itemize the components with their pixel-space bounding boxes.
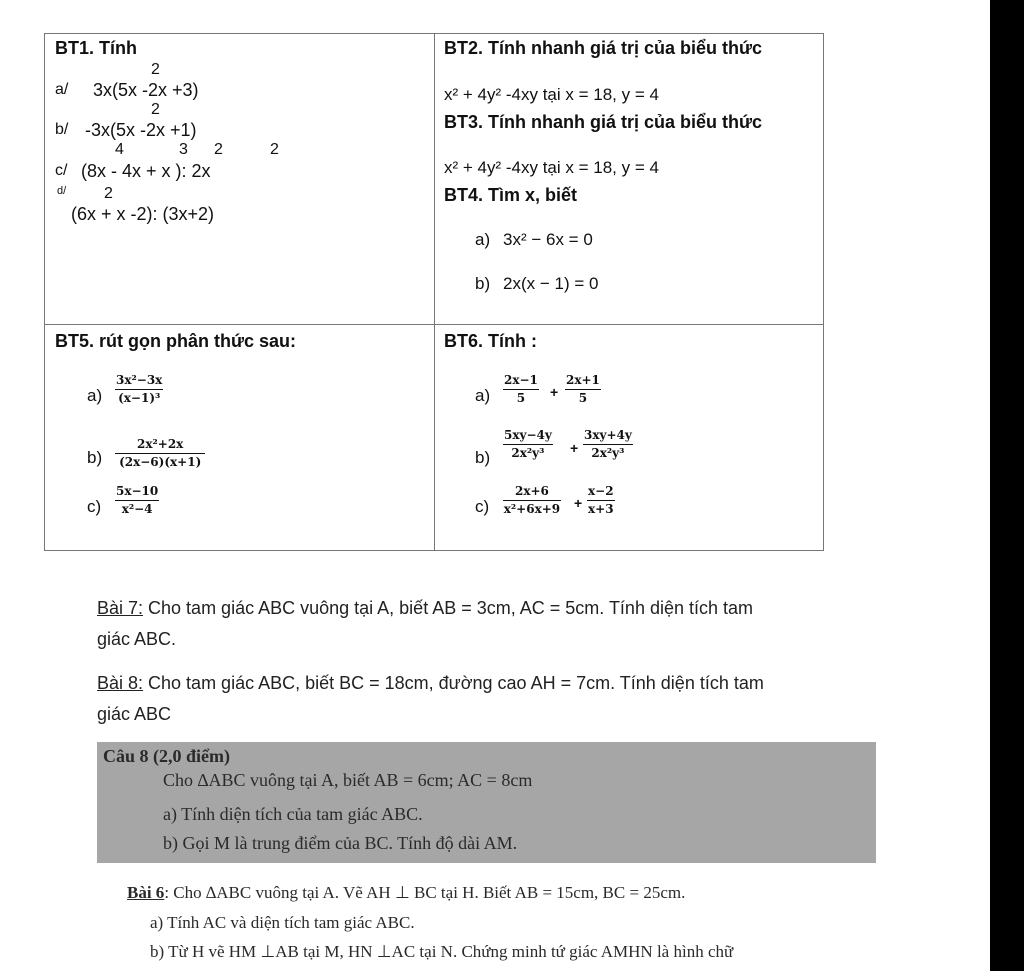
bt2-expression: x² + 4y² -4xy tại x = 18, y = 4 <box>444 85 659 104</box>
bt1-b-exponent: 2 <box>151 101 160 118</box>
bt6-c-numerator-1: 2x+6 <box>503 485 561 501</box>
cau8-line2: a) Tính diện tích của tam giác ABC. <box>163 804 423 824</box>
bai7-paragraph <box>97 593 887 655</box>
bai7-label: Bài 7: <box>97 598 144 618</box>
bt1-a-expression: 3x(5x -2x +3) <box>93 80 199 100</box>
bt6-c-fraction-1 <box>503 485 561 515</box>
bt5-a-numerator: 3x²−3x <box>115 374 163 390</box>
bt1-c-label: c/ <box>55 162 68 179</box>
bt6-a-denominator-1: 5 <box>516 390 526 405</box>
bt1-c-exponent-2: 3 <box>179 141 188 158</box>
cau8-line1: Cho ∆ABC vuông tại A, biết AB = 6cm; AC = 8cm <box>163 770 533 790</box>
bt6-a-denominator-2: 5 <box>578 390 588 405</box>
bt5-a-denominator: (x−1)³ <box>118 390 161 405</box>
bt4-a-expression: 3x² − 6x = 0 <box>503 230 593 249</box>
bt6-a-numerator-1: 2x−1 <box>503 374 539 390</box>
exercise-table <box>44 33 824 551</box>
bt5-c-fraction <box>115 485 159 515</box>
bt2-title: BT2. Tính nhanh giá trị của biểu thức <box>444 38 763 58</box>
bt6-c-denominator-2: x+3 <box>588 501 614 516</box>
table-divider-horizontal <box>45 324 823 325</box>
bt1-b-label: b/ <box>55 121 69 138</box>
bai8-line2: giác ABC <box>97 704 172 724</box>
bai8-paragraph <box>97 668 887 730</box>
table-divider-vertical <box>434 34 435 550</box>
bt4-title: BT4. Tìm x, biết <box>444 185 578 205</box>
bt1-c-exponent-1: 4 <box>115 141 124 158</box>
bt6-c-label: c) <box>475 497 490 516</box>
bt6-a-label: a) <box>475 386 491 405</box>
bt1-a-label: a/ <box>55 81 69 98</box>
bt6-a-operator: + <box>550 384 559 400</box>
bt6-b-denominator-1: 2x²y³ <box>511 445 545 460</box>
bai7-line1: Cho tam giác ABC vuông tại A, biết AB = 3cm, AC = 5cm. Tính diện tích tam <box>143 598 754 618</box>
bt5-a-label: a) <box>87 386 103 405</box>
bt5-b-numerator: 2x²+2x <box>115 438 205 454</box>
bt6-b-numerator-2: 3xy+4y <box>583 429 633 445</box>
bt1-d-exponent: 2 <box>104 185 113 202</box>
bai8-line1: Cho tam giác ABC, biết BC = 18cm, đường cao AH = 7cm. Tính diện tích tam <box>143 673 764 693</box>
bai6-line3: b) Từ H vẽ HM ⊥AB tại M, HN ⊥AC tại N. Chứng minh tứ giác AMHN là hình chữ <box>150 942 734 961</box>
bt5-b-denominator: (2x−6)(x+1) <box>119 454 202 469</box>
bt5-b-fraction <box>115 438 205 468</box>
bai6-line2: a) Tính AC và diện tích tam giác ABC. <box>150 913 415 932</box>
bt1-c-exponent-3: 2 <box>214 141 223 158</box>
bt5-c-label: c) <box>87 497 102 516</box>
bt1-d-expression: (6x + x -2): (3x+2) <box>71 204 215 224</box>
bt6-b-fraction-2 <box>583 429 633 459</box>
bai6-line1-row <box>127 883 685 903</box>
bt6-a-numerator-2: 2x+1 <box>565 374 601 390</box>
bt1-a-exponent: 2 <box>151 61 160 78</box>
bt6-b-label: b) <box>475 448 491 467</box>
bai7-line2: giác ABC. <box>97 629 177 649</box>
bt5-b-label: b) <box>87 448 103 467</box>
bt6-a-fraction-1 <box>503 374 539 404</box>
bt6-b-operator: + <box>570 440 579 456</box>
bt1-b-expression: -3x(5x -2x +1) <box>85 120 197 140</box>
bt3-expression: x² + 4y² -4xy tại x = 18, y = 4 <box>444 158 659 177</box>
bt6-title: BT6. Tính : <box>444 331 537 351</box>
bt1-c-exponent-4: 2 <box>270 141 279 158</box>
bt5-title: BT5. rút gọn phân thức sau: <box>55 331 297 351</box>
bt6-c-fraction-2 <box>587 485 615 515</box>
bt6-b-numerator-1: 5xy−4y <box>503 429 553 445</box>
bt3-title: BT3. Tính nhanh giá trị của biểu thức <box>444 112 763 132</box>
bt4-a-label: a) <box>475 230 491 249</box>
bt6-c-denominator-1: x²+6x+9 <box>503 501 561 516</box>
bt5-c-denominator: x²−4 <box>121 501 153 516</box>
bt5-c-numerator: 5x−10 <box>115 485 159 501</box>
bt1-title: BT1. Tính <box>55 38 137 58</box>
bt6-a-fraction-2 <box>565 374 601 404</box>
cau8-line3: b) Gọi M là trung điểm của BC. Tính độ dài AM. <box>163 833 518 853</box>
cau8-scanned-box <box>97 742 876 863</box>
bai6-label: Bài 6 <box>127 883 165 902</box>
bt6-c-numerator-2: x−2 <box>587 485 615 501</box>
bt6-b-denominator-2: 2x²y³ <box>591 445 625 460</box>
bt5-a-fraction <box>115 374 163 404</box>
bt4-b-label: b) <box>475 274 491 293</box>
bt1-c-expression: (8x - 4x + x ): 2x <box>81 161 211 181</box>
bai6-line1: : Cho ∆ABC vuông tại A. Vẽ AH ⊥ BC tại H. Biết AB = 15cm, BC = 25cm. <box>164 883 686 902</box>
bt1-d-label: d/ <box>57 185 67 197</box>
bt6-b-fraction-1 <box>503 429 553 459</box>
cau8-title: Câu 8 (2,0 điểm) <box>103 746 230 766</box>
bai8-label: Bài 8: <box>97 673 144 693</box>
bt6-c-operator: + <box>574 495 583 511</box>
bt4-b-expression: 2x(x − 1) = 0 <box>503 274 599 293</box>
